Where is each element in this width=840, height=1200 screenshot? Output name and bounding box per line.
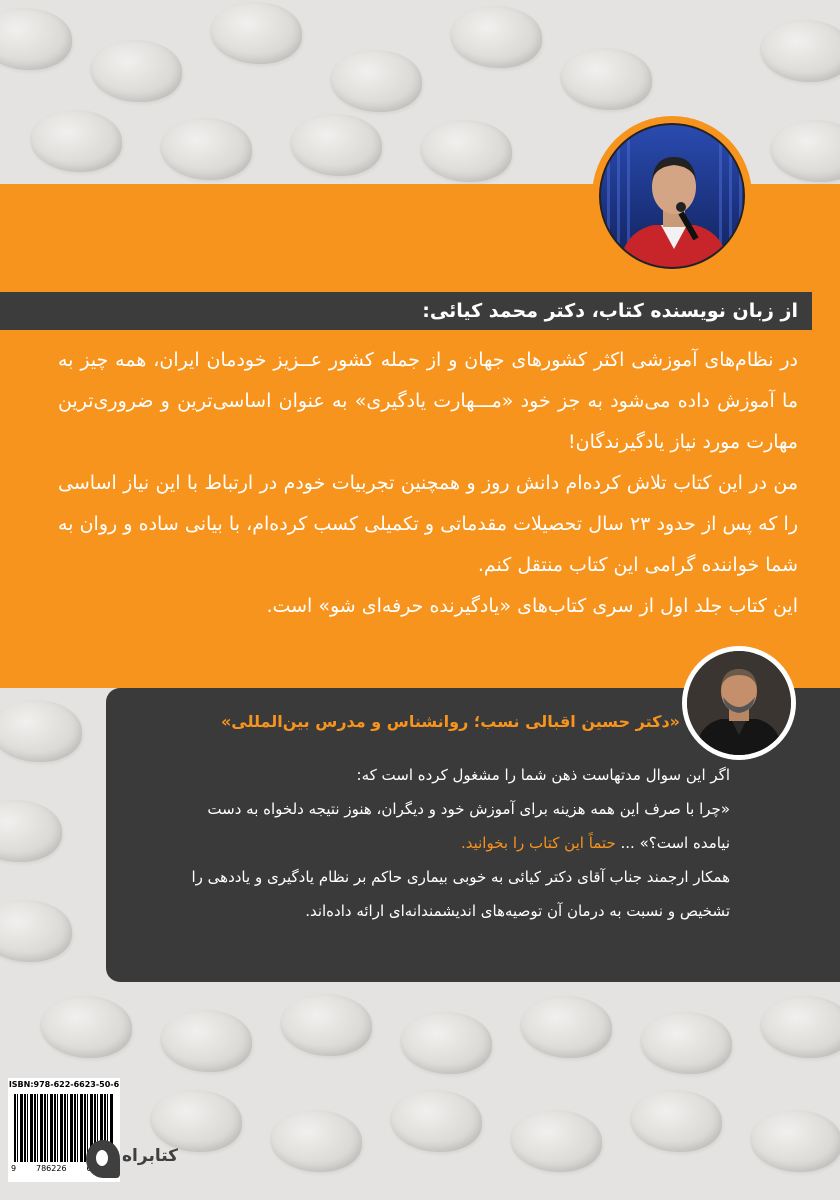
quote-line: تشخیص و نسبت به درمان آن توصیه‌های اندیشمندانه‌ای ارائه داده‌اند. <box>305 902 730 920</box>
reviewer-photo-frame <box>687 651 791 755</box>
brain-pattern <box>210 2 302 64</box>
brain-pattern <box>40 996 132 1058</box>
brain-pattern <box>560 48 652 110</box>
brain-pattern <box>0 700 82 762</box>
brain-pattern <box>280 994 372 1056</box>
quote-line: همکار ارجمند جناب آقای دکتر کیائی به خوبی بیماری حاکم بر نظام یادگیری و یاددهی را <box>191 868 730 886</box>
brain-pattern <box>0 800 62 862</box>
brain-pattern <box>90 40 182 102</box>
brain-pattern <box>750 1110 840 1172</box>
brain-pattern <box>270 1110 362 1172</box>
brain-pattern <box>400 1012 492 1074</box>
publisher-logo-icon <box>86 1140 120 1178</box>
barcode-digit-group: 9 <box>11 1164 17 1173</box>
author-statement <box>58 340 798 627</box>
brain-pattern <box>760 996 840 1058</box>
brain-pattern <box>760 20 840 82</box>
brain-pattern <box>290 114 382 176</box>
quote-line: اگر این سوال مدتهاست ذهن شما را مشغول کرده است که: <box>356 766 730 784</box>
brain-pattern <box>420 120 512 182</box>
author-section-title: از زبان نویسنده کتاب، دکتر محمد کیائی: <box>0 292 812 330</box>
publisher-logo-text: کتابراه <box>122 1146 179 1166</box>
brain-pattern <box>640 1012 732 1074</box>
brain-pattern <box>30 110 122 172</box>
brain-pattern <box>520 996 612 1058</box>
brain-pattern <box>0 8 72 70</box>
quote-highlight: حتماً این کتاب را بخوانید. <box>460 834 616 852</box>
author-paragraph: این کتاب جلد اول از سری کتاب‌های «یادگیرنده حرفه‌ای شو» است. <box>266 595 798 617</box>
brain-pattern <box>0 900 72 962</box>
brain-pattern <box>330 50 422 112</box>
portrait-illustration <box>687 651 791 755</box>
author-paragraph: من در این کتاب تلاش کرده‌ام دانش روز و همچنین تجربیات خودم در ارتباط با این نیاز اساسی را که پس از حدود ۲۳ سال تحصیلات مقدماتی و تکمیلی کسب کرده‌ام، با بیانی ساده و روان به شما خواننده گرامی این کتاب منتقل کنم. <box>58 472 798 576</box>
brain-pattern <box>160 1010 252 1072</box>
brain-pattern <box>510 1110 602 1172</box>
author-photo-frame <box>599 123 745 269</box>
publisher-logo <box>86 1136 179 1184</box>
quote-text <box>126 758 730 928</box>
brain-pattern <box>160 118 252 180</box>
barcode-digit-group: 786226 <box>36 1164 67 1173</box>
quote-line: «چرا با صرف این همه هزینه برای آموزش خود و دیگران، هنوز نتیجه دلخواه به دست <box>207 800 730 818</box>
reviewer-photo <box>682 646 796 760</box>
quote-author-title: «دکتر حسین اقبالی نسب؛ روانشناس و مدرس بین‌المللی» <box>220 712 680 731</box>
brain-pattern <box>390 1090 482 1152</box>
brain-pattern <box>630 1090 722 1152</box>
quote-line-part: نیامده است؟» ... <box>620 834 730 852</box>
brain-pattern <box>450 6 542 68</box>
author-paragraph: در نظام‌های آموزشی اکثر کشورهای جهان و از جمله کشور عــزیز خودمان ایران، همه چیز به ما آموزش داده می‌شود به جز خود «مـــهارت یادگیری» به عنوان اساسی‌ترین و ضروری‌ترین مهارت مورد نیاز یادگیرندگان! <box>58 349 798 453</box>
quote-line <box>126 826 730 860</box>
isbn-label: ISBN:978-622-6623-50-6 <box>8 1080 120 1089</box>
portrait-illustration <box>601 125 745 269</box>
brain-pattern <box>770 120 840 182</box>
author-photo <box>592 116 752 276</box>
